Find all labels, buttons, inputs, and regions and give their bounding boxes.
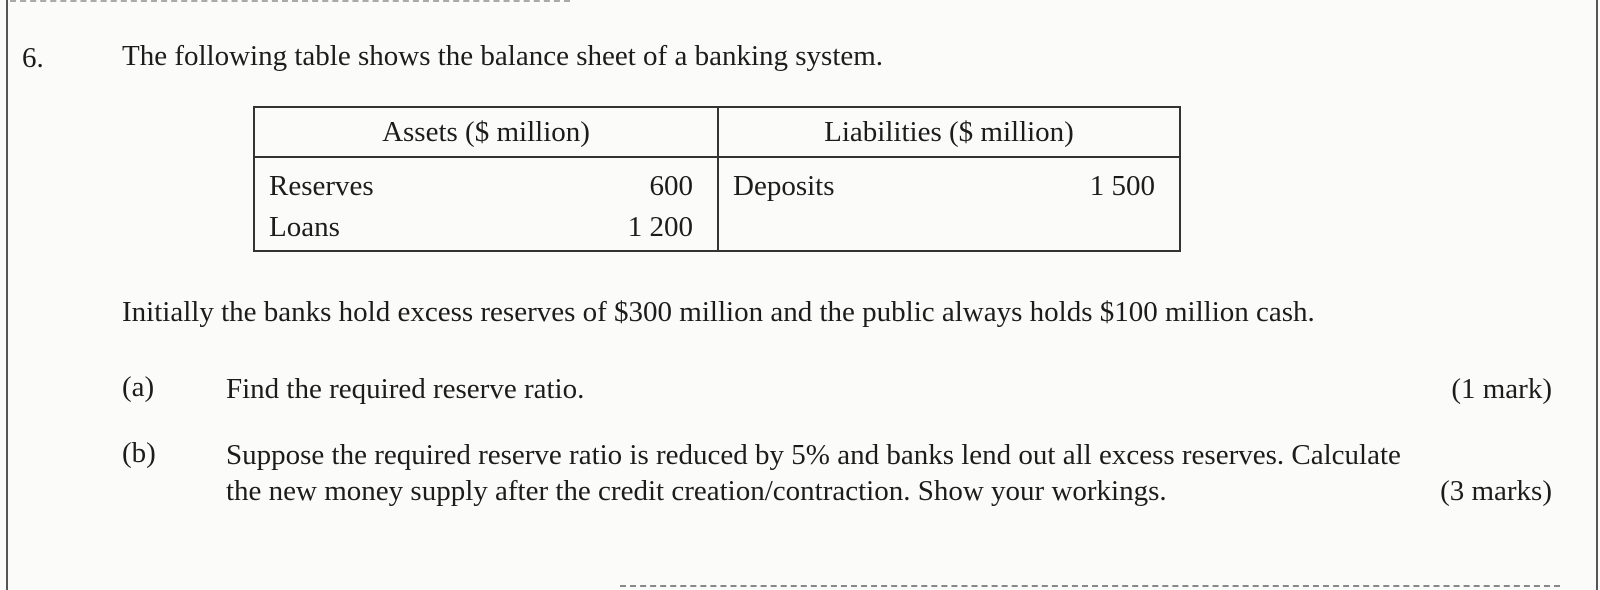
asset-cell-reserves: [254, 157, 718, 204]
table-row: [254, 157, 1180, 204]
question-number: 6.: [22, 42, 44, 74]
asset-cell-loans: [254, 204, 718, 251]
part-b-text-line1: Suppose the required reserve ratio is reduced by 5% and banks lend out all excess reserves. Calculate: [226, 439, 1401, 471]
balance-sheet-table: [253, 106, 1181, 252]
part-b-text-line2: the new money supply after the credit creation/contraction. Show your workings.: [226, 475, 1167, 507]
liability-label: Deposits: [733, 169, 835, 202]
asset-value: 1 200: [627, 210, 693, 243]
top-dashed-line: [10, 0, 570, 2]
asset-label: Reserves: [269, 169, 374, 202]
table-header-row: [254, 107, 1180, 157]
asset-label: Loans: [269, 210, 340, 243]
part-a-marks: (1 mark): [1451, 373, 1552, 405]
part-a-label: (a): [122, 371, 155, 403]
part-b-marks: (3 marks): [1440, 475, 1552, 507]
question-intro: The following table shows the balance sheet of a banking system.: [122, 40, 884, 72]
answer-dashed-line: [620, 585, 1560, 587]
context-paragraph: Initially the banks hold excess reserves of $300 million and the public always holds $100 million cash.: [122, 296, 1315, 328]
asset-value: 600: [649, 169, 693, 202]
assets-header: Assets ($ million): [254, 107, 718, 157]
liabilities-header: Liabilities ($ million): [718, 107, 1180, 157]
part-b-label: (b): [122, 437, 156, 469]
liability-value: 1 500: [1089, 169, 1155, 202]
page-border-left: [6, 0, 8, 590]
liability-cell-deposits: [718, 157, 1180, 204]
liability-cell-empty: [718, 204, 1180, 251]
page-border-right: [1596, 0, 1598, 590]
part-a-text: Find the required reserve ratio.: [226, 373, 585, 405]
table-row: [254, 204, 1180, 251]
